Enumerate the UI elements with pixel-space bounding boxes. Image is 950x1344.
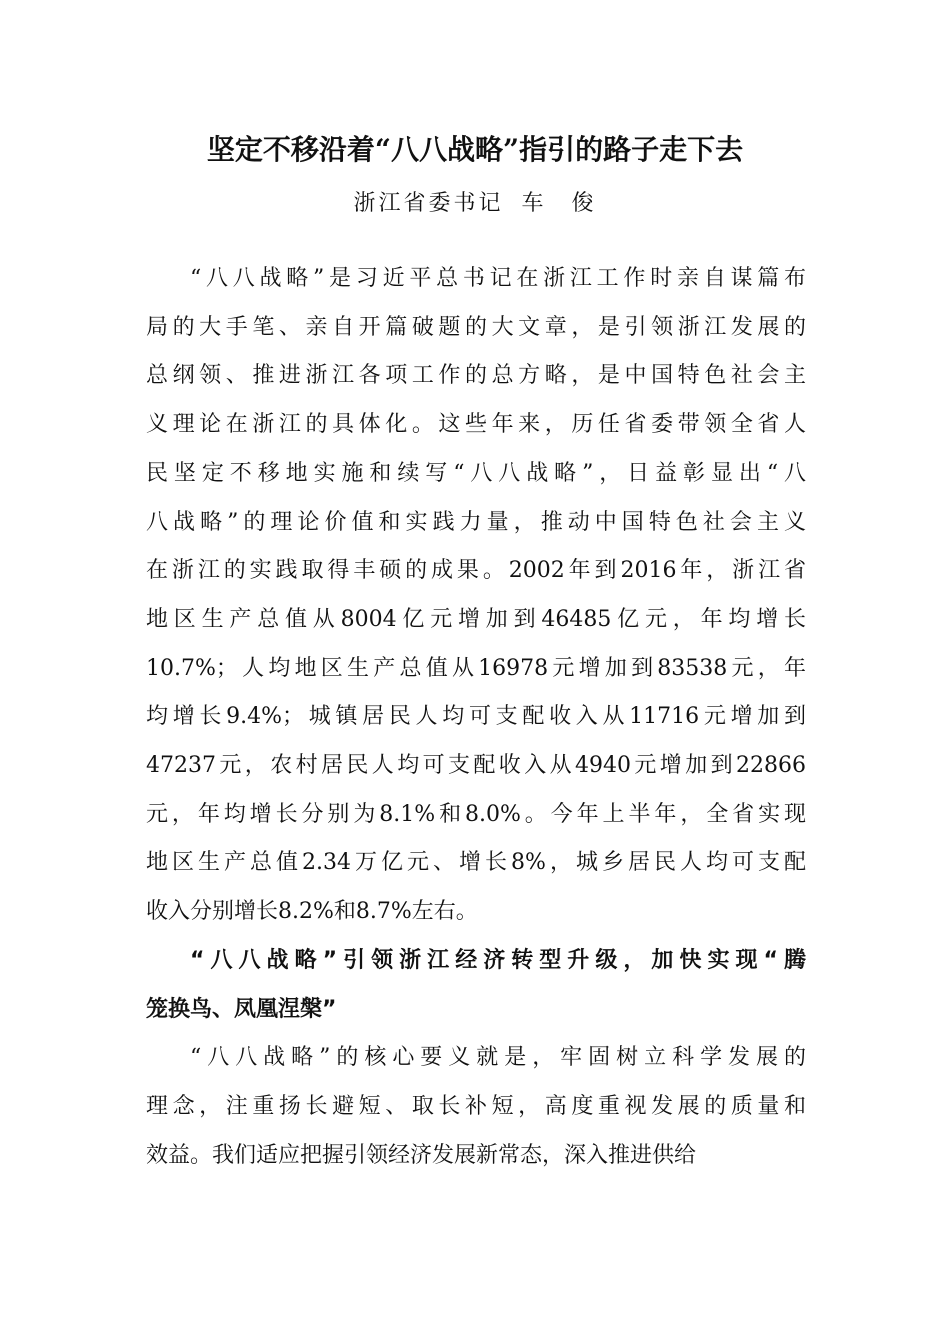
text-line: 局的大手笔、亲自开篇破题的大文章，是引领浙江发展的 <box>146 314 806 340</box>
document-title: 坚定不移沿着“八八战略”指引的路子走下去 <box>206 133 744 166</box>
text-line: 笼换鸟、凤凰涅槃” <box>146 996 337 1022</box>
text-line: 理念，注重扬长避短、取长补短，高度重视发展的质量和 <box>146 1093 806 1119</box>
section-heading <box>146 937 806 1034</box>
text-line: 47237元，农村居民人均可支配收入从4940元增加到22866 <box>146 753 806 779</box>
text-line: 民坚定不移地实施和续写“八八战略”，日益彰显出“八 <box>146 460 806 486</box>
text-line: 收入分别增长8.2%和8.7%左右。 <box>146 899 478 925</box>
text-line: 义理论在浙江的具体化。这些年来，历任省委带领全省人 <box>146 412 806 438</box>
text-line: 地区生产总值从8004亿元增加到46485亿元，年均增长 <box>146 606 806 632</box>
text-line: 地区生产总值2.34万亿元、增长8%，城乡居民人均可支配 <box>146 850 806 876</box>
text-line: “八八战略”是习近平总书记在浙江工作时亲自谋篇布 <box>190 266 806 291</box>
text-line: “八八战略”引领浙江经济转型升级，加快实现“腾 <box>190 947 806 973</box>
author-line <box>0 186 950 217</box>
text-line: 均增长9.4%；城镇居民人均可支配收入从11716元增加到 <box>146 704 806 730</box>
body-paragraph <box>146 255 806 937</box>
text-line: 在浙江的实践取得丰硕的成果。2002年到2016年，浙江省 <box>146 558 806 584</box>
text-line: 八战略”的理论价值和实践力量，推动中国特色社会主义 <box>146 509 806 535</box>
author-name: 车 俊 <box>521 191 597 216</box>
article-body <box>146 255 806 1180</box>
text-line: 10.7%；人均地区生产总值从16978元增加到83538元，年 <box>146 655 806 681</box>
text-line: 总纲领、推进浙江各项工作的总方略，是中国特色社会主 <box>146 363 806 389</box>
text-line: “八八战略”的核心要义就是，牢固树立科学发展的 <box>190 1045 806 1071</box>
text-line: 元，年均增长分别为8.1%和8.0%。今年上半年，全省实现 <box>146 801 806 827</box>
author-role: 浙江省委书记 <box>353 191 504 216</box>
text-line: 效益。我们适应把握引领经济发展新常态，深入推进供给 <box>146 1142 697 1168</box>
body-paragraph <box>146 1034 806 1180</box>
